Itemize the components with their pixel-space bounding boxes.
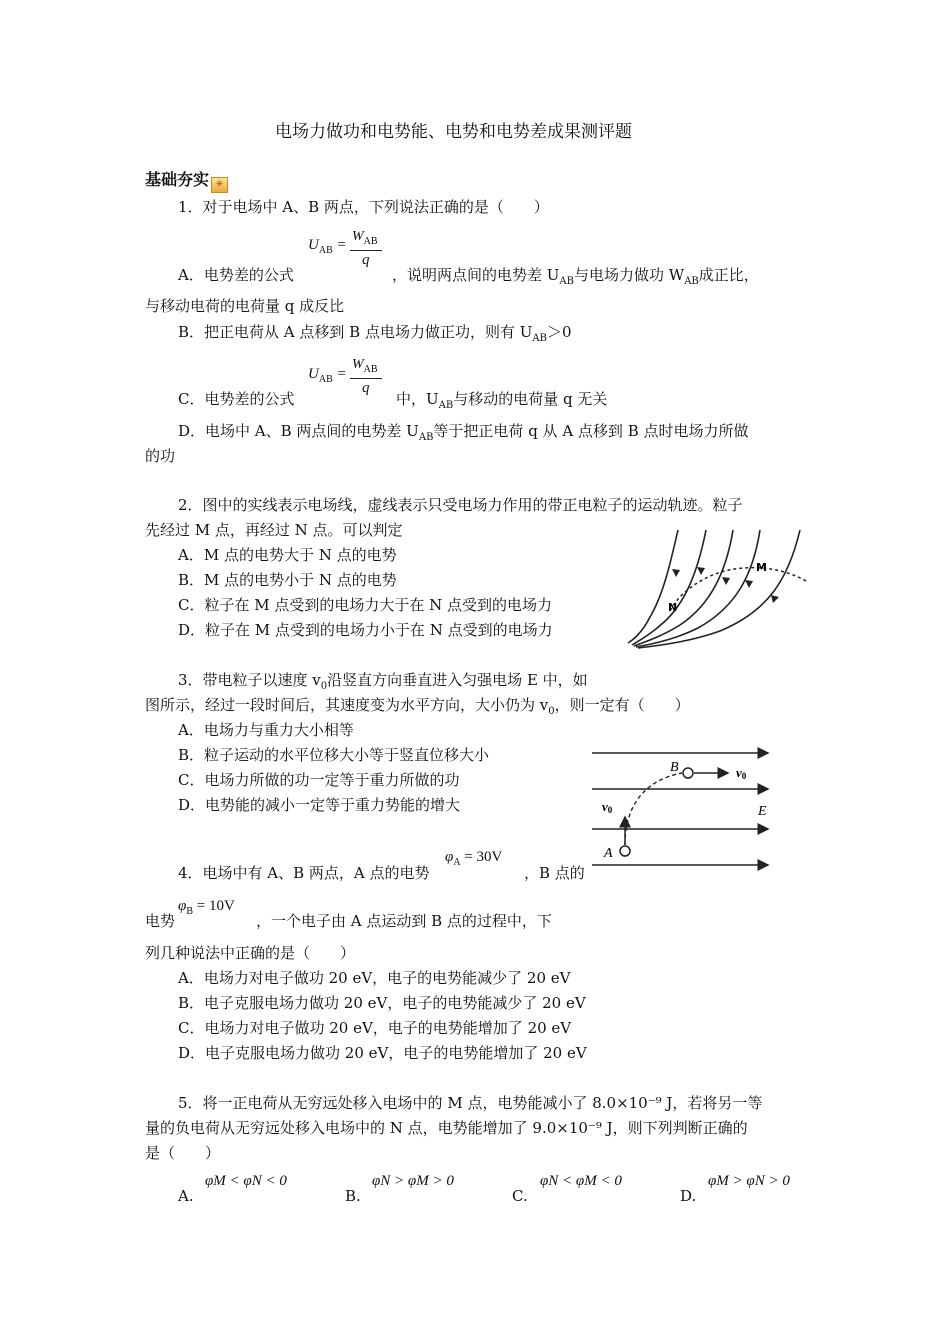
q1-option-a-cont: ，说明两点间的电势差 $U_{AB}$与电场力做功 $W_{AB}$成正比， [392,266,759,287]
velocity-b-label: v0 [736,765,747,781]
sparkle-icon: ✳ [211,177,228,193]
q4-option-a: A．电场力对电子做功 20 eV，电子的电势能减少了 20 eV [178,969,571,987]
section-label: 基础夯实 [145,170,210,189]
q1-option-d-line2: 的功 [145,447,176,465]
q5-option-c-label: C. [512,1187,528,1205]
q3-stem-line2: 图所示，经过一段时间后，其速度变为水平方向，大小仍为 $v_0$，则一定有（ ） [145,696,690,717]
q4-option-c: C．电场力对电子做功 20 eV，电子的电势能增加了 20 eV [178,1019,572,1037]
q1-option-c-cont: 中，$U_{AB}$与移动的电荷量 q 无关 [396,390,608,411]
q2-stem-line1: 2．图中的实线表示电场线，虚线表示只受电场力作用的带正电粒子的运动轨迹。粒子 [178,496,743,514]
point-a [620,846,630,856]
field-line [634,530,733,646]
q4-stem-line3: 列几种说法中正确的是（ ） [145,944,356,962]
q4-stem-line2-head: 电势 [145,912,176,930]
q5-stem-line1: 5．将一正电荷从无穷远处移入电场中的 M 点，电势能减小了 8.0×10⁻⁹ J，若将另一等 [178,1094,763,1112]
point-m-label: M [756,561,767,574]
q3-option-a: A．电场力与重力大小相等 [178,721,354,739]
q3-stem-line1: 3．带电粒子以速度 $v_0$沿竖直方向垂直进入匀强电场 E 中，如 [178,671,588,692]
q5-option-d-label: D. [680,1187,697,1205]
q3-option-b: B．粒子运动的水平位移大小等于竖直位移大小 [178,746,490,764]
point-n-label: N [668,601,678,614]
phi-a-formula: $\varphi_A = 30V$ [445,849,503,868]
q1-option-a: A．电势差的公式 [178,266,294,284]
q5-option-a: φM < φN < 0 [205,1173,287,1189]
q5-option-c: φN < φM < 0 [540,1173,622,1189]
q1-option-a-line2: 与移动电荷的电荷量 q 成反比 [145,297,345,315]
q4-stem-line2: ，一个电子由 A 点运动到 B 点的过程中，下 [256,912,552,930]
q5-option-a-label: A. [178,1187,194,1205]
q4-stem-line1: 4．电场中有 A、B 两点，A 点的电势 [178,864,430,882]
point-b [683,768,693,778]
q5-option-b: φN > φM > 0 [372,1173,454,1189]
velocity-a-label: v0 [602,799,613,815]
point-a-label: A [604,846,613,861]
trajectory-path [670,568,806,611]
phi-b-formula: $\varphi_B = 10V$ [178,898,235,917]
section-heading [145,170,228,193]
q2-option-a: A．M 点的电势大于 N 点的电势 [178,546,397,564]
q5-stem-line2: 量的负电荷从无穷远处移入电场中的 N 点，电势能增加了 9.0×10⁻⁹ J，则下列判断正确的 [145,1119,748,1137]
q1-option-c: C．电势差的公式 [178,390,295,408]
q4-stem-line1-tail: ，B 点的 [524,864,585,882]
field-lines-figure [628,525,808,650]
q5-option-d: φM > φN > 0 [708,1173,790,1189]
q2-stem-line2: 先经过 M 点，再经过 N 点。可以判定 [145,521,403,539]
q2-option-d: D．粒子在 M 点受到的电场力小于在 N 点受到的电场力 [178,621,553,639]
q2-option-b: B．M 点的电势小于 N 点的电势 [178,571,397,589]
field-e-label: E [758,804,767,819]
q3-option-d: D．电势能的减小一定等于重力势能的增大 [178,796,461,814]
q3-option-c: C．电场力所做的功一定等于重力所做的功 [178,771,460,789]
q1-option-d: D．电场中 A、B 两点间的电势差 $U_{AB}$等于把正电荷 q 从 A 点移到 B 点时电场力所做 [178,422,749,443]
uniform-field-figure [590,745,775,875]
q5-stem-line3: 是（ ） [145,1144,221,1162]
q2-option-c: C．粒子在 M 点受到的电场力大于在 N 点受到的电场力 [178,596,553,614]
trajectory-path [625,773,682,845]
q1-option-b: B．把正电荷从 A 点移到 B 点电场力做正功，则有 $U_{AB}>0$ [178,323,572,344]
page-title: 电场力做功和电势能、电势和电势差成果测评题 [275,122,632,142]
q4-option-d: D．电子克服电场力做功 20 eV，电子的电势能增加了 20 eV [178,1044,587,1062]
q1-stem: 1．对于电场中 A、B 两点，下列说法正确的是（ ） [178,198,549,216]
q4-option-b: B．电子克服电场力做功 20 eV，电子的电势能减少了 20 eV [178,994,586,1012]
field-line [628,530,678,643]
point-b-label: B [670,760,679,775]
q5-option-b-label: B. [345,1187,361,1205]
